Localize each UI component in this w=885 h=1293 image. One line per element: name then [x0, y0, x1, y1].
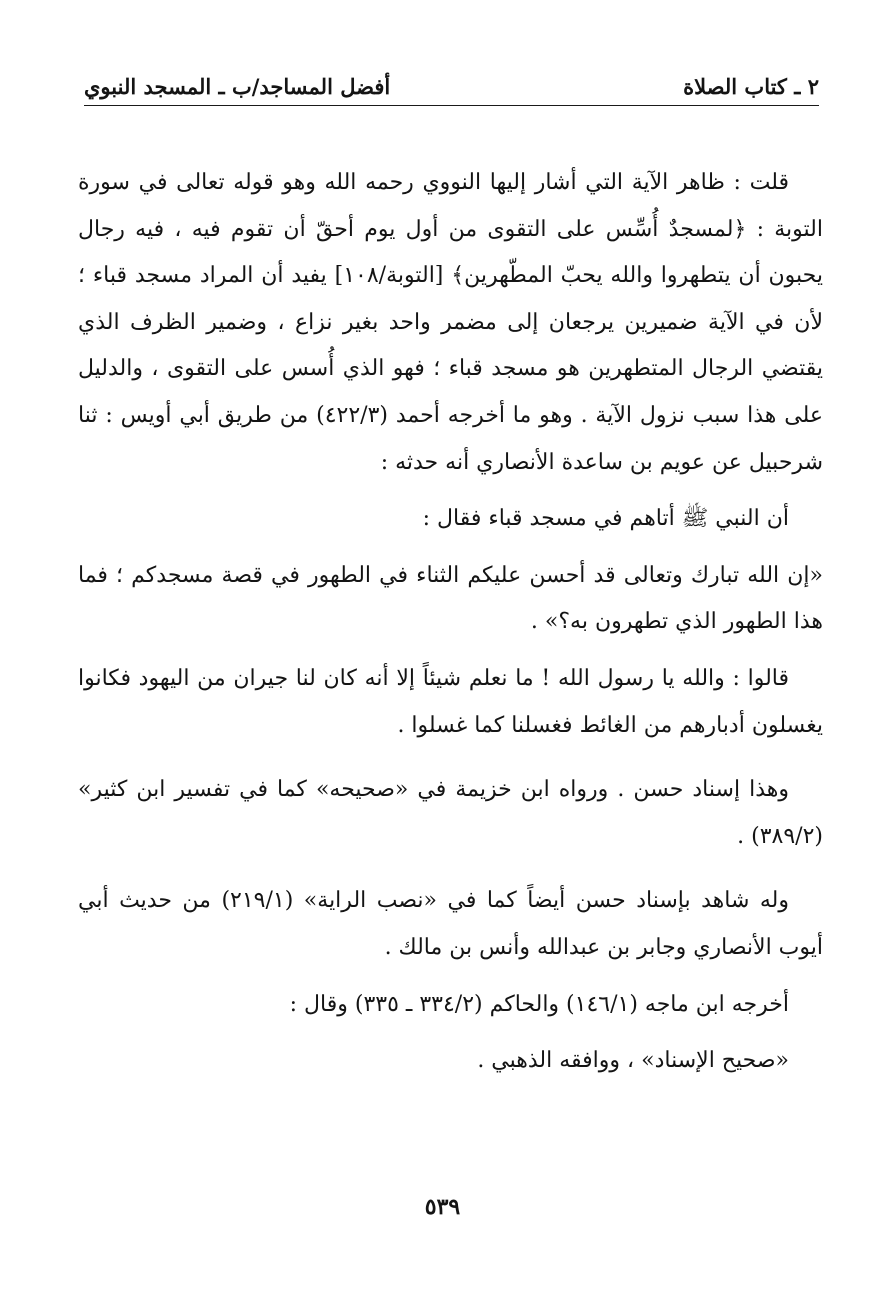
paragraph-hadith-reply: قالوا : والله يا رسول الله ! ما نعلم شيئاً إلا أنه كان لنا جيران من اليهود فكانوا يغسلون أدبارهم من الغائط فغسلنا كما غسلوا . — [78, 665, 823, 738]
paragraph-commentary: قلت : ظاهر الآية التي أشار إليها النووي رحمه الله وهو قوله تعالى في سورة التوبة : ﴿لمسجدٌ أُسِّس على التقوى من أول يوم أحقّ أن تقوم فيه ، فيه رجال يحبون أن يتطهروا والله يحبّ المطّهرين﴾ [التوبة/١٠٨] يفيد أن المراد مسجد قباء ؛ لأن في الآية ضميرين يرجعان إلى مضمر واحد بغير نزاع ، وضمير الظرف الذي يقتضي الرجال المتطهرين هو مسجد قباء ؛ فهو الذي أُسس على التقوى ، والدليل على هذا سبب نزول الآية . وهو ما أخرجه أحمد (٤٢٢/٣) من طريق أبي أويس : ثنا شرحبيل عن عويم بن ساعدة الأنصاري أنه حدثه : — [78, 170, 823, 475]
paragraph-hadith-intro: أن النبي ﷺ أتاهم في مسجد قباء فقال : — [422, 506, 789, 532]
paragraph-hadith-text: «إن الله تبارك وتعالى قد أحسن عليكم الثناء في الطهور في قصة مسجدكم ؛ فما هذا الطهور الذي تطهرون به؟» . — [78, 562, 823, 635]
body-text — [78, 160, 823, 1085]
page-number: ٥٣٩ — [424, 1194, 461, 1220]
paragraph-takhrij: أخرجه ابن ماجه (١٤٦/١) والحاكم (٣٣٤/٢ ـ ٣٣٥) وقال : — [289, 991, 789, 1017]
paragraph-isnad-grading: وهذا إسناد حسن . ورواه ابن خزيمة في «صحيحه» كما في تفسير ابن كثير» (٣٨٩/٢) . — [78, 777, 823, 849]
header-chapter-title: ٢ ـ كتاب الصلاة — [683, 74, 819, 99]
paragraph-supporting-narration: وله شاهد بإسناد حسن أيضاً كما في «نصب الراية» (٢١٩/١) من حديث أبي أيوب الأنصاري وجابر بن عبدالله وأنس بن مالك . — [78, 888, 823, 960]
paragraph-hakim-verdict: «صحيح الإسناد» ، ووافقه الذهبي . — [477, 1048, 789, 1074]
running-header — [84, 66, 819, 106]
header-section-title: أفضل المساجد/ب ـ المسجد النبوي — [84, 74, 391, 99]
